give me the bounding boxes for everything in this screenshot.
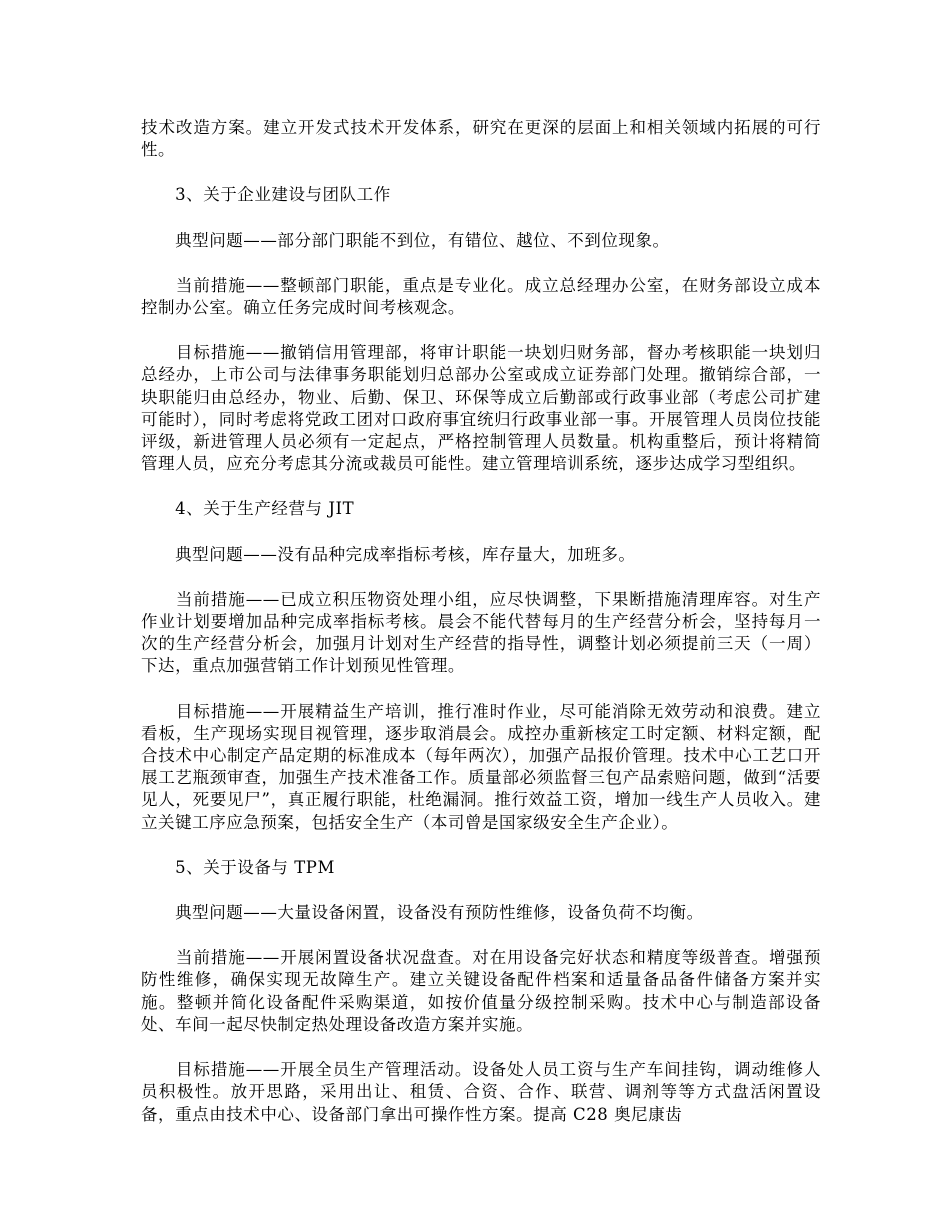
document-page <box>141 117 821 1126</box>
heading-production-jit: 4、关于生产经营与 JIT <box>141 499 355 519</box>
heading-equipment-tpm: 5、关于设备与 TPM <box>141 857 335 877</box>
paragraph-target-measures-3: 目标措施——撤销信用管理部，将审计职能一块划归财务部，督办考核职能一块划归总经办，上市公司与法律事务职能划归总部办公室或成立证券部门处理。撤销综合部，一块职能归由总经办，物业、后勤、保卫、环保等成立后勤部或行政事业部（考虑公司扩建可能时），同时考虑将党政工团对口政府事宜统归行政事业部一事。开展管理人员岗位技能评级，新进管理人员必须有一定起点，严格控制管理人员数量。机构重整后，预计将精简管理人员，应充分考虑其分流或裁员可能性。建立管理培训系统，逐步达成学习型组织。 <box>141 343 821 474</box>
paragraph-current-measures-3: 当前措施——整顿部门职能，重点是专业化。成立总经理办公室，在财务部设立成本控制办公室。确立任务完成时间考核观念。 <box>141 275 821 318</box>
paragraph-current-measures-5: 当前措施——开展闲置设备状况盘查。对在用设备完好状态和精度等级普查。增强预防性维修，确保实现无故障生产。建立关键设备配件档案和适量备品备件储备方案并实施。整顿并简化设备配件采购渠道，如按价值量分级控制采购。技术中心与制造部设备处、车间一起尽快制定热处理设备改造方案并实施。 <box>141 948 821 1034</box>
paragraph-tech-plan: 技术改造方案。建立开发式技术开发体系，研究在更深的层面上和相关领域内拓展的可行性。 <box>141 118 821 160</box>
paragraph-target-measures-5: 目标措施——开展全员生产管理活动。设备处人员工资与生产车间挂钩，调动维修人员积极性。放开思路，采用出让、租赁、合资、合作、联营、调剂等等方式盘活闲置设备，重点由技术中心、设备部门拿出可操作性方案。提高 C28 奥尼康齿 <box>141 1060 821 1124</box>
heading-enterprise-team: 3、关于企业建设与团队工作 <box>141 185 391 205</box>
paragraph-typical-problem-5: 典型问题——大量设备闲置，设备没有预防性维修，设备负荷不均衡。 <box>141 903 704 923</box>
paragraph-current-measures-4: 当前措施——已成立积压物资处理小组，应尽快调整，下果断措施清理库容。对生产作业计划要增加品种完成率指标考核。晨会不能代替每月的生产经营分析会，坚持每月一次的生产经营分析会，加强月计划对生产经营的指导性，调整计划必须提前三天（一周）下达，重点加强营销工作计划预见性管理。 <box>141 589 821 676</box>
paragraph-typical-problem-4: 典型问题——没有品种完成率指标考核，库存量大，加班多。 <box>141 544 636 564</box>
paragraph-target-measures-4: 目标措施——开展精益生产培训，推行准时作业，尽可能消除无效劳动和浪费。建立看板，生产现场实现目视管理，逐步取消晨会。成控办重新核定工时定额、材料定额，配合技术中心制定产品定期的标准成本（每年两次），加强产品报价管理。技术中心工艺口开展工艺瓶颈审查，加强生产技术准备工作。质量部必须监督三包产品索赔问题，做到“活要见人，死要见尸”，真正履行职能，杜绝漏洞。推行效益工资，增加一线生产人员收入。建立关键工序应急预案，包括安全生产（本司曾是国家级安全生产企业）。 <box>141 701 821 832</box>
paragraph-typical-problem-3: 典型问题——部分部门职能不到位，有错位、越位、不到位现象。 <box>141 230 670 250</box>
